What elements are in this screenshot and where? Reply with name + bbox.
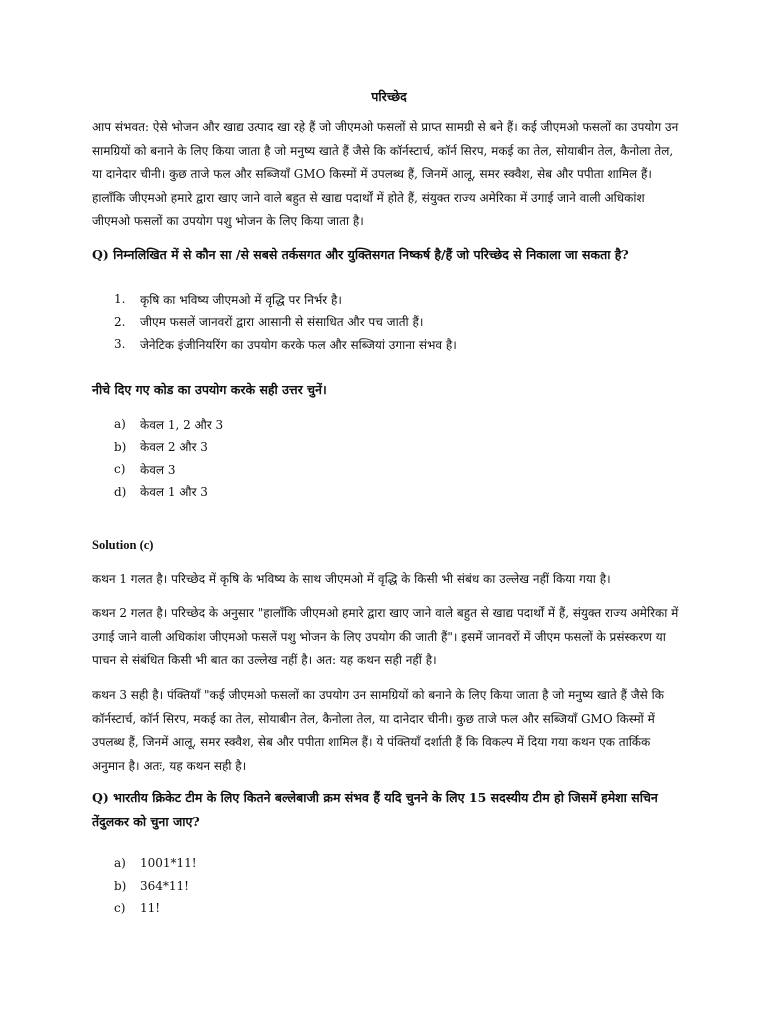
solution-paragraph-3: कथन 3 सही है। पंक्तियाँ "कई जीएमओ फसलों का उपयोग उन सामग्रियों को बनाने के लिए किया जाता है जो मनुष्य खाते हैं जैसे कि कॉर्नस्टार्च, कॉर्न सिरप, मकई का तेल, सोयाबीन तेल, कैनोला तेल, या दानेदार चीनी। कुछ ताजे फल और सब्जियाँ GMO किस्मों में उपलब्ध हैं, जिनमें आलू, समर स्क्वैश, सेब और पपीता शामिल हैं। ये पंक्तियाँ दर्शाती हैं कि विकल्प में दिया गया कथन एक तार्किक अनुमान है। अतः, यह कथन सही है।: [92, 688, 664, 773]
statement-item: [114, 311, 686, 334]
passage-title: परिच्छेद: [371, 89, 407, 104]
solution-heading: Solution (c): [92, 538, 154, 552]
option-text: केवल 2 और 3: [140, 440, 208, 455]
option-label: b): [114, 878, 127, 893]
answer-options-2: [114, 852, 686, 920]
statement-text: जीएम फसलें जानवरों द्वारा आसानी से संसाधित और पच जाती हैं।: [140, 315, 424, 330]
statement-item: [114, 333, 686, 356]
option-item: [114, 852, 686, 875]
option-text: केवल 1 और 3: [140, 485, 208, 500]
option-text: केवल 3: [140, 462, 176, 477]
statement-item: [114, 288, 686, 311]
option-text: 11!: [140, 901, 161, 916]
option-label: a): [114, 417, 126, 432]
solution-paragraph-2: कथन 2 गलत है। परिच्छेद के अनुसार "हालाँकि जीएमओ हमारे द्वारा खाए जाने वाले बहुत से खाद्य पदार्थों में हैं, संयुक्त राज्य अमेरिका में उगाई जाने वाली अधिकांश जीएमओ फसलें पशु भोजन के लिए उपयोग की जाती हैं"। इसमें जानवरों में जीएम फसलों के प्रसंस्करण या पाचन से संबंधित किसी भी बात का उल्लेख नहीं है। अत: यह कथन सही नहीं है।: [92, 606, 679, 667]
question-2-text: Q) भारतीय क्रिकेट टीम के लिए कितने बल्लेबाजी क्रम संभव हैं यदि चुनने के लिए 15 सदस्यीय टीम हो जिसमें हमेशा सचिन तेंदुलकर को चुना जाए?: [92, 790, 658, 829]
option-item: [114, 481, 686, 504]
option-item: [114, 897, 686, 920]
option-item: [114, 413, 686, 436]
solution-paragraph-1: कथन 1 गलत है। परिच्छेद में कृषि के भविष्य के साथ जीएमओ में वृद्धि के किसी भी संबंध का उल्लेख नहीं किया गया है।: [92, 572, 611, 586]
answer-instruction: नीचे दिए गए कोड का उपयोग करके सही उत्तर चुनें।: [92, 382, 327, 397]
option-item: [114, 458, 686, 481]
option-text: 364*11!: [140, 878, 189, 893]
statement-list: [114, 288, 686, 356]
option-label: c): [114, 901, 126, 916]
statement-number: 1.: [114, 292, 126, 307]
passage-text: आप संभवत: ऐसे भोजन और खाद्य उत्पाद खा रहे हैं जो जीएमओ फसलों से प्राप्त सामग्री से बने हैं। कई जीएमओ फसलों का उपयोग उन सामग्रियों को बनाने के लिए किया जाता है जो मनुष्य खाते हैं जैसे कि कॉर्नस्टार्च, कॉर्न सिरप, मकई का तेल, सोयाबीन तेल, कैनोला तेल, या दानेदार चीनी। कुछ ताजे फल और सब्जियाँ GMO किस्मों में उपलब्ध हैं, जिनमें आलू, समर स्क्वैश, सेब और पपीता शामिल हैं। हालाँकि जीएमओ हमारे द्वारा खाए जाने वाले बहुत से खाद्य पदार्थों में होते हैं, संयुक्त राज्य अमेरिका में उगाई जाने वाली अधिकांश जीएमओ फसलों का उपयोग पशु भोजन के लिए किया जाता है।: [92, 120, 679, 228]
option-label: c): [114, 462, 126, 477]
statement-text: कृषि का भविष्य जीएमओ में वृद्धि पर निर्भर है।: [140, 292, 342, 307]
option-text: 1001*11!: [140, 856, 197, 871]
option-label: d): [114, 484, 127, 499]
statement-number: 3.: [114, 337, 126, 352]
statement-number: 2.: [114, 314, 126, 329]
question-1-text: Q) निम्नलिखित में से कौन सा /से सबसे तर्कसगत और युक्तिसगत निष्कर्ष है/हैं जो परिच्छेद से निकाला जा सकता है?: [92, 247, 629, 262]
option-label: b): [114, 439, 127, 454]
statement-text: जेनेटिक इंजीनियरिंग का उपयोग करके फल और सब्जियां उगाना संभव है।: [140, 337, 457, 352]
answer-options-1: [114, 413, 686, 503]
option-item: [114, 875, 686, 898]
option-item: [114, 436, 686, 459]
option-text: केवल 1, 2 और 3: [140, 417, 224, 432]
option-label: a): [114, 856, 126, 871]
